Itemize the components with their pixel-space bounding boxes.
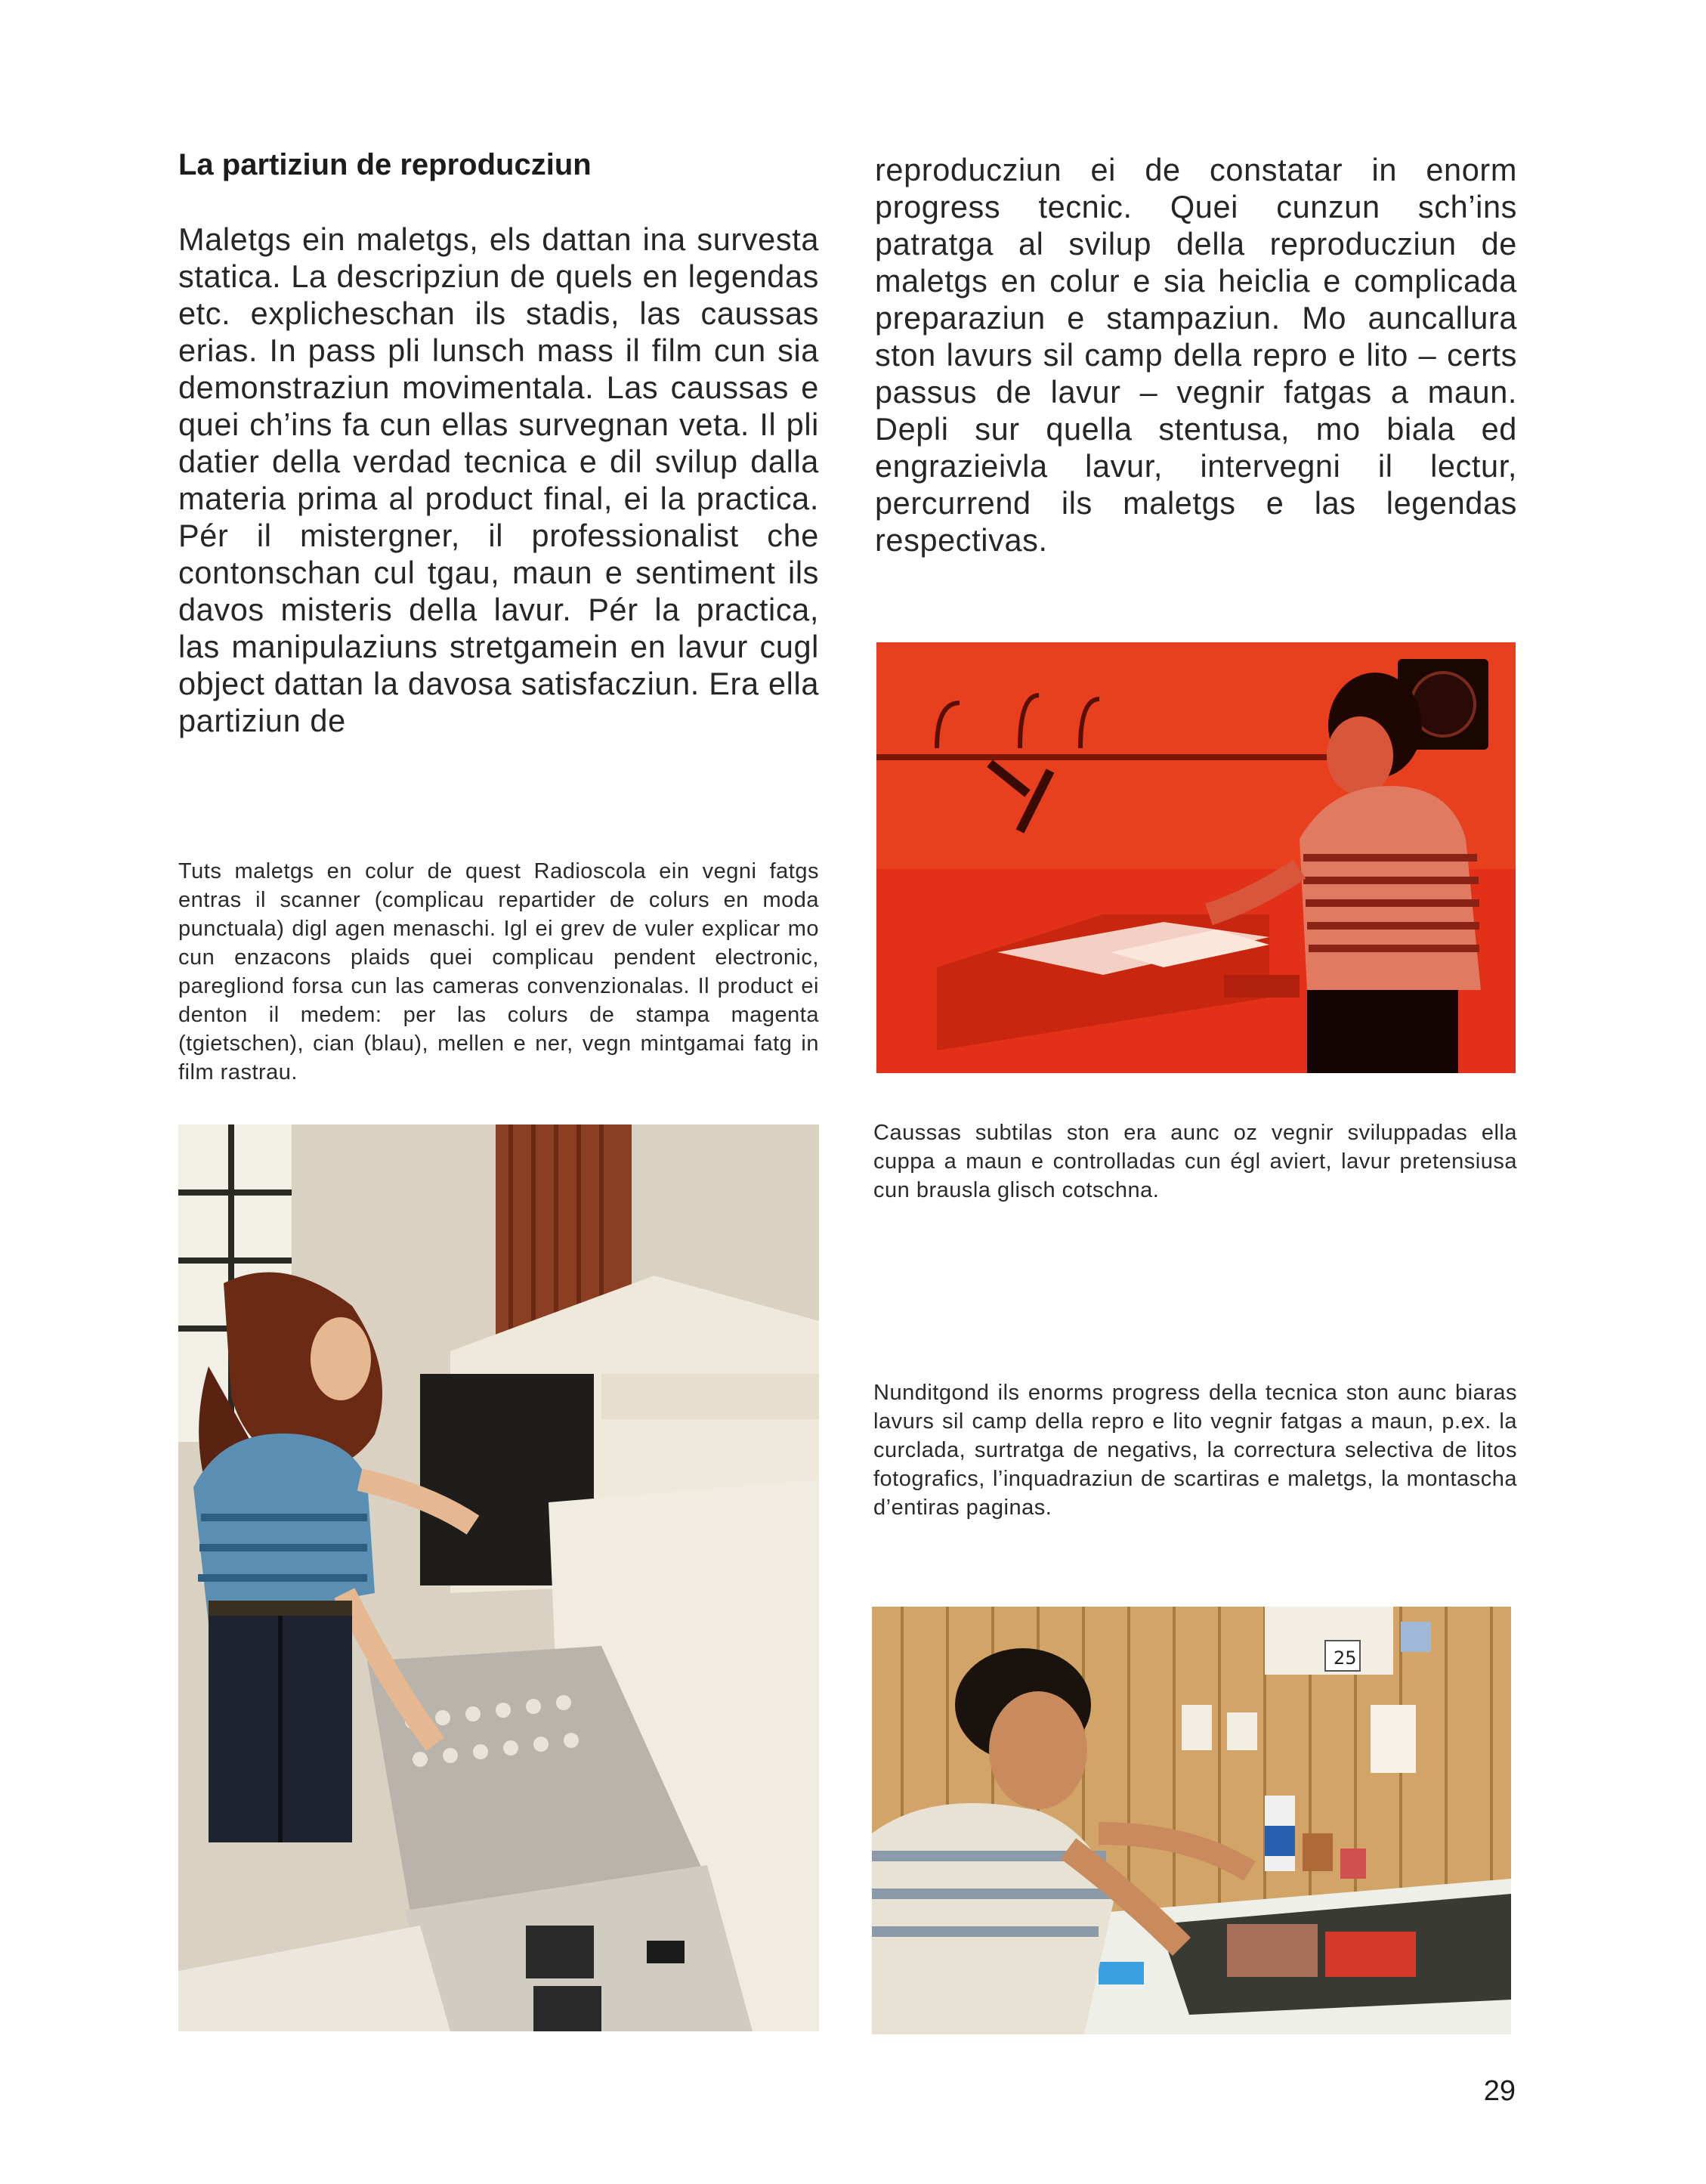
scanner-photo (178, 1124, 819, 2031)
page-number: 29 (1483, 2075, 1516, 2107)
caption-scanner: Tuts maletgs en colur de quest Radioscola ein vegni fatgs entras il scanner (complicau repartider de colurs en moda punctuala) digl agen menaschi. Igl ei grev de vuler explicar mo cun enzacons plaids quei complicau pendent electronic, paregliond forsa cun las cameras convenzionalas. Il product ei denton il medem: per las colurs de stampa magenta (tgietschen), cian (blau), mellen e ner, vegn mintgamai fatg in film rastrau. (178, 859, 819, 1084)
caption-darkroom: Caussas subtilas ston era aunc oz vegnir sviluppadas ella cuppa a maun e controlladas cun égl aviert, lavur pretensiusa cun brausla glisch cotschna. (873, 1121, 1517, 1202)
section-heading: La partiziun de reproducziun (178, 148, 592, 181)
retouching-photo (872, 1607, 1511, 2034)
body-text-right-column: reproducziun ei de constatar in enorm progress tecnic. Quei cunzun sch’ins patratga al svilup della reproducziun de maletgs en colur e sia heiclia e complicada preparaziun e stampaziun. Mo auncallura ston lavurs sil camp della repro e lito – certs passus de lavur – vegnir fatgas a maun. Depli sur quella stentusa, mo biala ed engrazieivla lavur, intervegni il lectur, percurrend ils maletgs e las legendas respectivas. (875, 152, 1517, 558)
darkroom-photo (876, 642, 1516, 1073)
calendar-date-text: 25 (1334, 1647, 1357, 1669)
caption-retouching: Nunditgond ils enorms progress della tecnica ston aunc biaras lavurs sil camp della repro e lito vegnir fatgas a maun, p.ex. la curclada, surtratga de negativs, la correctura selectiva de litos fotografics, l’inquadraziun de scartiras e maletgs, la montascha d’entiras paginas. (873, 1381, 1517, 1520)
body-text-left-column: Maletgs ein maletgs, els dattan ina survesta statica. La descripziun de quels en legendas etc. explicheschan ils stadis, las caussas erias. In pass pli lunsch mass il film cun sia demonstraziun movimentala. Las caussas e quei ch’ins fa cun ellas survegnan veta. Il pli datier della verdad tecnica e dil svilup dalla materia prima al product final, ei la practica. Pér il mistergner, il professionalist che contonschan cul tgau, maun e sentiment ils davos misteris della lavur. Pér la practica, las manipulaziuns stretgamein en lavur cugl object dattan la davosa satisfacziun. Era ella partiziun de (178, 221, 819, 738)
